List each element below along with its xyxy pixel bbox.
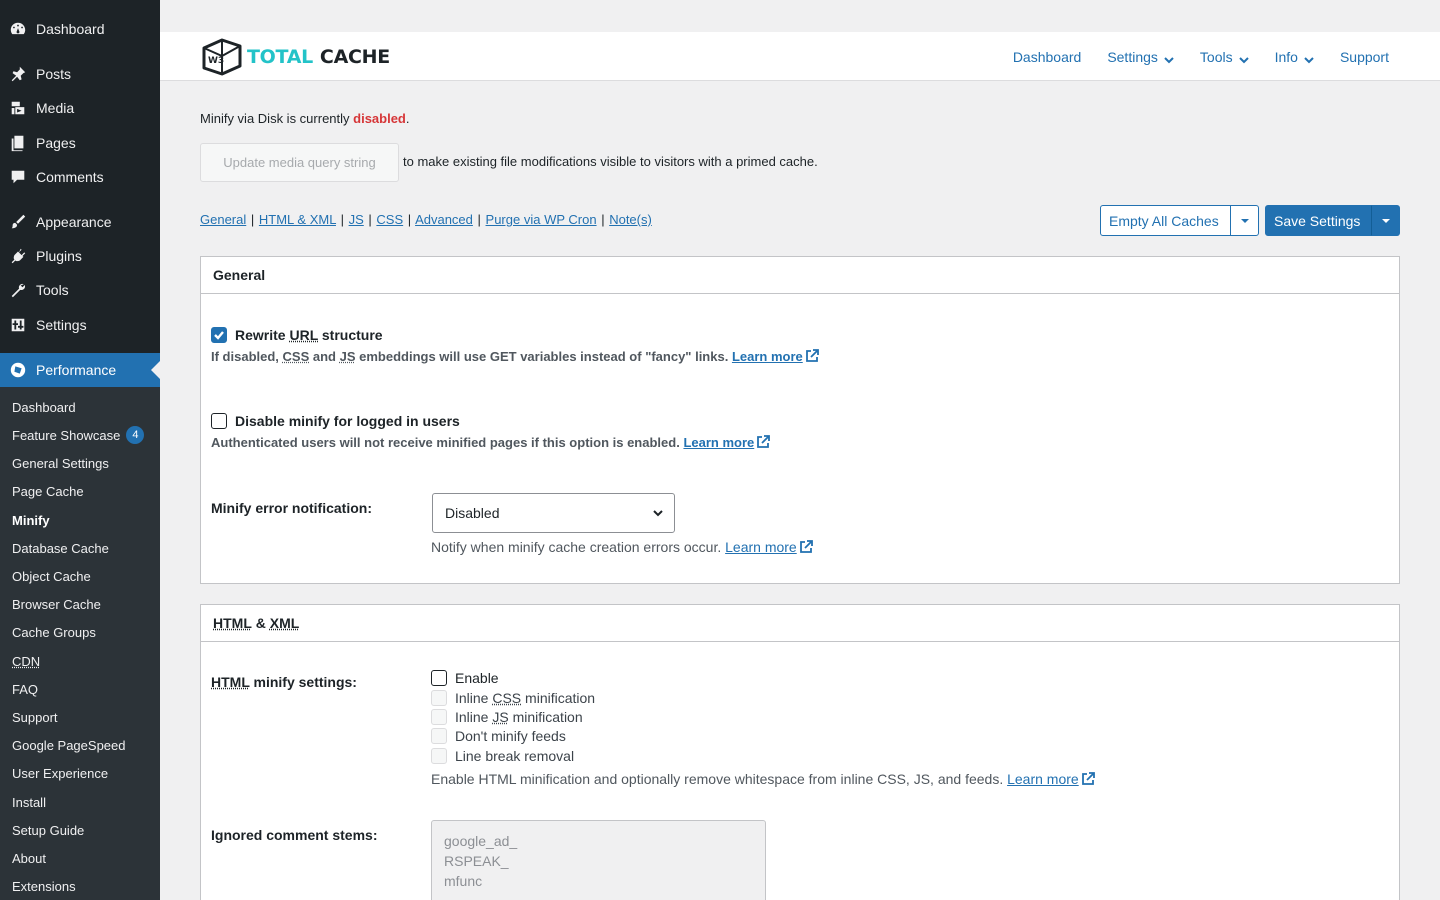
submenu-general-settings[interactable] <box>12 449 109 477</box>
desc-part: If disabled, <box>211 349 283 364</box>
option-label[interactable]: Don't minify feeds <box>455 728 566 744</box>
submenu-label: Dashboard <box>12 399 76 415</box>
brush-icon <box>0 213 36 231</box>
label-part: minification <box>508 709 583 725</box>
submenu-label: Page Cache <box>12 483 84 499</box>
submenu-label: Google PageSpeed <box>12 737 126 753</box>
submenu-minify[interactable] <box>12 506 50 534</box>
option-label[interactable] <box>455 709 583 725</box>
submenu-page-cache[interactable] <box>12 477 84 505</box>
html-enable-option <box>431 669 499 687</box>
submenu-label: Minify <box>12 512 50 528</box>
learn-more-link[interactable]: Learn more <box>731 349 803 364</box>
menu-dashboard[interactable] <box>0 12 160 46</box>
logo-cube-icon <box>200 36 244 78</box>
option-label[interactable]: Line break removal <box>455 748 575 764</box>
dont-minify-feeds-option <box>431 727 566 745</box>
menu-appearance[interactable] <box>0 205 160 239</box>
menu-label: Dashboard <box>36 21 105 37</box>
menu-label: Pages <box>36 135 76 151</box>
desc-part: Enable HTML minification and optionally remove whitespace from inline CSS, JS, and feeds. <box>431 771 1008 787</box>
plugin-top-nav <box>987 32 1389 81</box>
caret-down-icon <box>1241 219 1249 223</box>
inline-js-checkbox[interactable] <box>431 709 447 725</box>
external-link-icon[interactable] <box>1081 772 1095 786</box>
css-abbr: CSS <box>282 349 310 364</box>
option-label[interactable] <box>455 690 595 706</box>
rewrite-url-checkbox[interactable] <box>211 327 227 343</box>
submenu-label: Install <box>12 794 46 810</box>
submenu-label: About <box>12 850 46 866</box>
anchor-separator: | <box>250 212 255 227</box>
submenu-label: User Experience <box>12 765 109 781</box>
html-abbr: HTML <box>213 615 252 631</box>
menu-settings[interactable] <box>0 308 160 342</box>
nav-label: Support <box>1339 48 1389 65</box>
inline-css-option <box>431 689 595 707</box>
save-settings-dropdown-toggle[interactable] <box>1371 205 1400 236</box>
nav-label: Info <box>1274 48 1298 65</box>
label-part: structure <box>318 327 383 343</box>
submenu-label: Cache Groups <box>12 624 96 640</box>
submenu-faq[interactable] <box>12 675 38 703</box>
anchor-separator: | <box>368 212 372 227</box>
disable-logged-in-checkbox[interactable] <box>211 413 227 429</box>
nav-dashboard[interactable] <box>1013 49 1082 65</box>
submenu-cdn[interactable] <box>12 647 40 675</box>
menu-label: Media <box>36 100 75 116</box>
anchor-html-xml[interactable]: HTML & XML <box>258 212 336 227</box>
submenu-label: Feature Showcase <box>12 427 121 443</box>
menu-label: Plugins <box>36 248 82 264</box>
anchor-purge-via-wp-cron[interactable]: Purge via WP Cron <box>485 212 597 227</box>
submenu-support[interactable] <box>12 703 58 731</box>
save-settings-split-button <box>1265 205 1400 236</box>
section-title <box>201 605 1399 642</box>
anchor-separator: | <box>340 212 344 227</box>
minify-status-line <box>200 111 410 126</box>
logo-total-text: TOTAL <box>247 46 313 68</box>
external-link-icon[interactable] <box>805 349 819 363</box>
rewrite-url-label[interactable] <box>235 327 383 343</box>
submenu-about[interactable] <box>12 844 46 872</box>
performance-submenu <box>0 387 160 900</box>
line-break-removal-checkbox[interactable] <box>431 748 447 764</box>
pages-icon <box>0 134 36 152</box>
html-enable-checkbox[interactable] <box>431 670 447 686</box>
anchor-separator: | <box>601 212 605 227</box>
anchor-general[interactable]: General <box>200 212 247 227</box>
nav-label: Tools <box>1199 48 1233 65</box>
menu-media[interactable] <box>0 91 160 125</box>
submenu-label: Extensions <box>12 878 76 894</box>
submenu-browser-cache[interactable] <box>12 590 101 618</box>
update-media-query-button[interactable]: Update media query string <box>200 143 399 182</box>
empty-caches-dropdown-toggle[interactable] <box>1230 205 1259 236</box>
comment-icon <box>0 168 36 186</box>
title-part: & <box>251 615 270 631</box>
desc-part: Notify when minify cache creation errors occur. <box>431 539 726 555</box>
submenu-install[interactable] <box>12 788 46 816</box>
label-part: Inline <box>455 709 493 725</box>
chevron-down-icon <box>1304 52 1314 62</box>
plugin-header <box>160 32 1440 81</box>
menu-comments[interactable] <box>0 160 160 194</box>
section-title: General <box>201 257 1399 294</box>
menu-label: Comments <box>36 169 104 185</box>
wrench-icon <box>0 281 36 299</box>
media-icon <box>0 99 36 117</box>
submenu-label: Browser Cache <box>12 596 101 612</box>
logo-cache-text: CACHE <box>319 46 390 68</box>
textarea-line: mfunc <box>444 873 483 889</box>
desc-part: embeddings will use GET variables instead of "fancy" links. <box>355 349 732 364</box>
html-minify-settings-label <box>211 674 357 690</box>
caret-down-icon <box>1382 219 1390 223</box>
anchor-css[interactable]: CSS <box>376 212 404 227</box>
current-menu-arrow <box>151 361 160 379</box>
submenu-label: Object Cache <box>12 568 91 584</box>
submenu-object-cache[interactable] <box>12 562 91 590</box>
menu-label: Performance <box>36 362 117 378</box>
label-part: Inline <box>455 690 493 706</box>
submenu-google-pagespeed[interactable] <box>12 731 125 759</box>
nav-settings[interactable] <box>1107 49 1174 65</box>
menu-tools[interactable] <box>0 273 160 307</box>
html-xml-section <box>200 604 1400 900</box>
performance-icon <box>0 361 36 379</box>
chevron-down-icon <box>1239 52 1249 62</box>
learn-more-link[interactable]: Learn more <box>725 539 797 555</box>
label-part: Rewrite <box>235 327 290 343</box>
anchor-notes[interactable]: Note(s) <box>609 212 652 227</box>
chevron-down-icon <box>1164 52 1174 62</box>
js-abbr: JS <box>492 709 509 725</box>
submenu-label: Setup Guide <box>12 822 85 838</box>
checkmark-icon <box>213 329 225 341</box>
inline-css-checkbox[interactable] <box>431 690 447 706</box>
disable-logged-in-label[interactable]: Disable minify for logged in users <box>235 413 460 429</box>
url-abbr: URL <box>289 327 318 343</box>
nav-info[interactable] <box>1275 49 1314 65</box>
css-abbr: CSS <box>492 690 522 706</box>
submenu-setup-guide[interactable] <box>12 816 84 844</box>
submenu-label: General Settings <box>12 455 109 471</box>
logo-mark-text: W3 <box>208 56 225 66</box>
nav-label: Settings <box>1107 48 1158 65</box>
disable-logged-in-description <box>211 435 770 450</box>
disable-logged-in-option <box>211 413 460 429</box>
js-abbr: JS <box>339 349 356 364</box>
desc-part: and <box>309 349 340 364</box>
ignored-comment-stems-label: Ignored comment stems: <box>211 827 378 843</box>
admin-sidebar <box>0 0 160 900</box>
menu-label: Posts <box>36 66 72 82</box>
anchor-separator: | <box>477 212 481 227</box>
notification-badge: 4 <box>126 426 144 444</box>
desc-part: Authenticated users will not receive minified pages if this option is enabled. <box>211 435 684 450</box>
rewrite-url-option <box>211 327 383 343</box>
submenu-cache-groups[interactable] <box>12 618 96 646</box>
textarea-line: google_ad_ <box>444 833 518 849</box>
media-query-note: to make existing file modifications visible to visitors with a primed cache. <box>403 154 818 169</box>
rewrite-url-description <box>211 349 819 364</box>
plug-icon <box>0 247 36 265</box>
submenu-label: Database Cache <box>12 540 109 556</box>
dont-minify-feeds-checkbox[interactable] <box>431 728 447 744</box>
settings-icon <box>0 316 36 334</box>
textarea-line: RSPEAK_ <box>444 853 509 869</box>
menu-label: Tools <box>36 282 69 298</box>
error-notification-description <box>431 539 813 555</box>
dashboard-icon <box>0 20 36 38</box>
nav-support[interactable] <box>1340 49 1389 65</box>
empty-all-caches-split-button <box>1100 205 1259 236</box>
label-part: minify settings: <box>249 674 357 690</box>
submenu-user-experience[interactable] <box>12 759 108 787</box>
xml-abbr: XML <box>269 615 300 631</box>
error-notification-select[interactable] <box>432 493 675 533</box>
html-minify-description <box>431 771 1095 787</box>
submenu-label: FAQ <box>12 681 39 697</box>
label-part: minification <box>521 690 596 706</box>
submenu-feature-showcase[interactable] <box>12 421 144 449</box>
nav-label: Dashboard <box>1012 48 1082 65</box>
submenu-label: Support <box>12 709 58 725</box>
html-abbr: HTML <box>211 674 250 690</box>
menu-performance[interactable] <box>0 353 160 387</box>
external-link-icon[interactable] <box>756 435 770 449</box>
chevron-down-icon <box>652 507 664 519</box>
menu-label: Settings <box>36 317 87 333</box>
learn-more-link[interactable]: Learn more <box>683 435 755 450</box>
w3-total-cache-logo[interactable] <box>200 36 390 78</box>
line-break-removal-option <box>431 747 574 765</box>
ignored-comment-stems-textarea[interactable] <box>431 820 766 900</box>
error-notification-label: Minify error notification: <box>211 500 372 516</box>
status-prefix: Minify via Disk is currently <box>200 111 354 126</box>
submenu-dashboard[interactable] <box>12 393 76 421</box>
anchor-advanced[interactable]: Advanced <box>415 212 473 227</box>
submenu-extensions[interactable] <box>12 872 76 900</box>
select-value: Disabled <box>445 505 500 521</box>
general-section <box>200 256 1400 584</box>
section-anchor-links <box>200 212 652 227</box>
learn-more-link[interactable]: Learn more <box>1007 771 1079 787</box>
pin-icon <box>0 65 36 83</box>
menu-pages[interactable] <box>0 126 160 160</box>
status-suffix: . <box>405 111 410 126</box>
submenu-label: CDN <box>12 653 41 669</box>
menu-label: Appearance <box>36 214 112 230</box>
anchor-separator: | <box>407 212 412 227</box>
anchor-js[interactable]: JS <box>348 212 364 227</box>
save-settings-button[interactable]: Save Settings <box>1265 205 1371 236</box>
status-state: disabled <box>353 111 406 126</box>
inline-js-option <box>431 708 583 726</box>
menu-plugins[interactable] <box>0 239 160 273</box>
submenu-database-cache[interactable] <box>12 534 109 562</box>
option-label[interactable]: Enable <box>455 670 499 686</box>
nav-tools[interactable] <box>1200 49 1249 65</box>
menu-posts[interactable] <box>0 57 160 91</box>
empty-all-caches-button[interactable]: Empty All Caches <box>1100 205 1231 236</box>
external-link-icon[interactable] <box>799 540 813 554</box>
